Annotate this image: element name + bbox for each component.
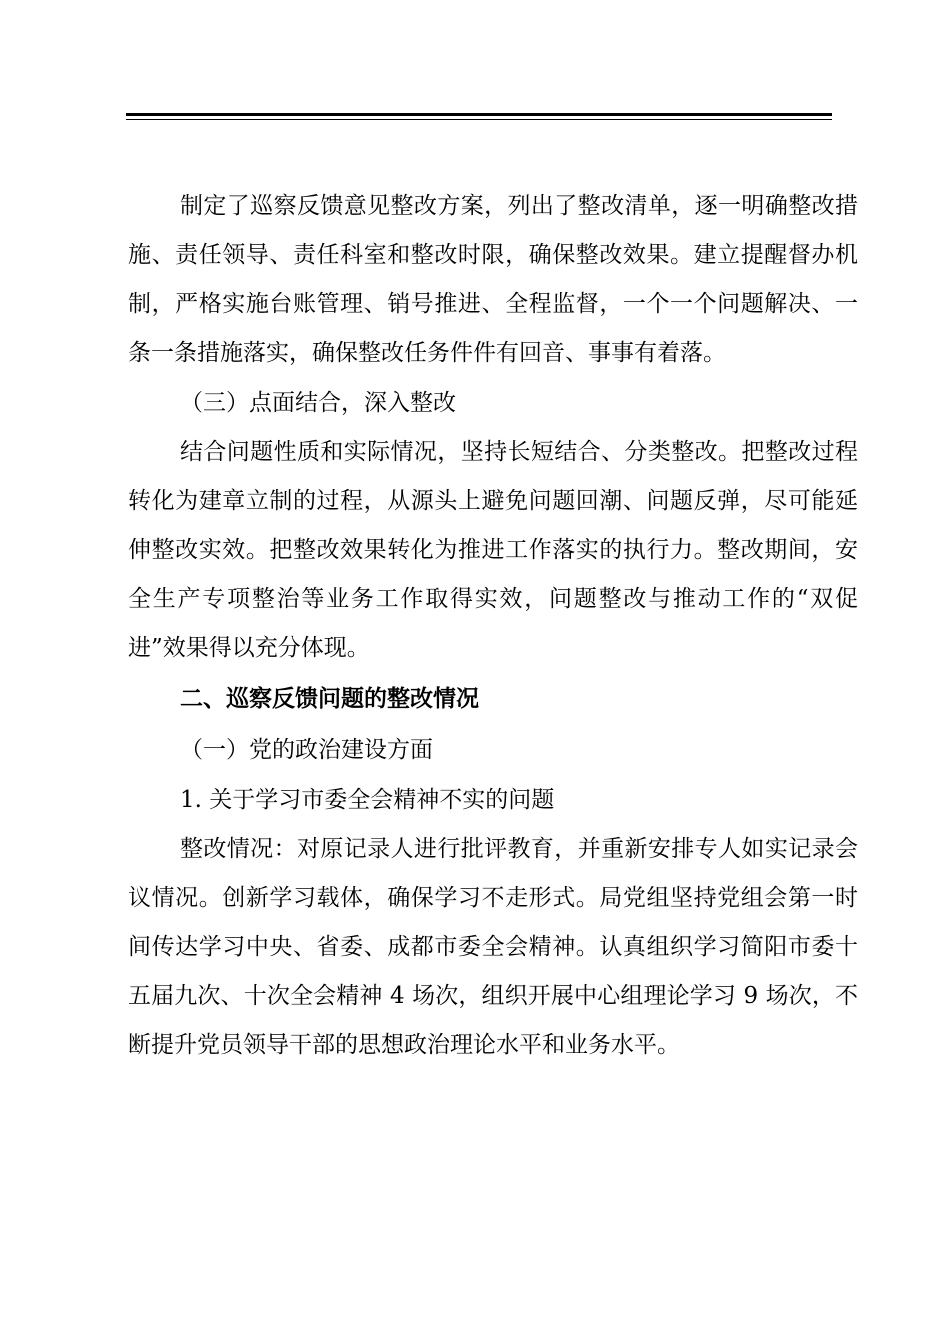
section-heading-3: （三）点面结合，深入整改 xyxy=(180,390,456,416)
header-rule-thick xyxy=(126,113,832,116)
document-body xyxy=(128,182,858,1070)
paragraph-rectification-plan: 制定了巡察反馈意见整改方案，列出了整改清单，逐一明确整改措施、责任领导、责任科室和整改时限，确保整改效果。建立提醒督办机制，严格实施台账管理、销号推进、全程监督，一个一个问题解决、一条一条措施落实，确保整改任务件件有回音、事事有着落。 xyxy=(128,193,858,366)
paragraph-combined-rectification: 结合问题性质和实际情况，坚持长短结合、分类整改。把整改过程转化为建章立制的过程，从源头上避免问题回潮、问题反弹，尽可能延伸整改实效。把整改效果转化为推进工作落实的执行力。整改期间，安全生产专项整治等业务工作取得实效，问题整改与推动工作的“双促进”效果得以充分体现。 xyxy=(128,439,858,661)
item-heading-1: 1. 关于学习市委全会精神不实的问题 xyxy=(180,787,555,813)
chapter-heading-2: 二、巡察反馈问题的整改情况 xyxy=(180,686,479,712)
section-heading-1: （一）党的政治建设方面 xyxy=(180,737,433,763)
paragraph-rectification-status: 整改情况：对原记录人进行批评教育，并重新安排专人如实记录会议情况。创新学习载体，确保学习不走形式。局党组坚持党组会第一时间传达学习中央、省委、成都市委全会精神。认真组织学习简阳市委十五届九次、十次全会精神 4 场次，组织开展中心组理论学习 9 场次，不断提升党员领导干部的思想政治理论水平和业务水平。 xyxy=(128,836,858,1058)
header-rule-thin xyxy=(126,119,832,120)
